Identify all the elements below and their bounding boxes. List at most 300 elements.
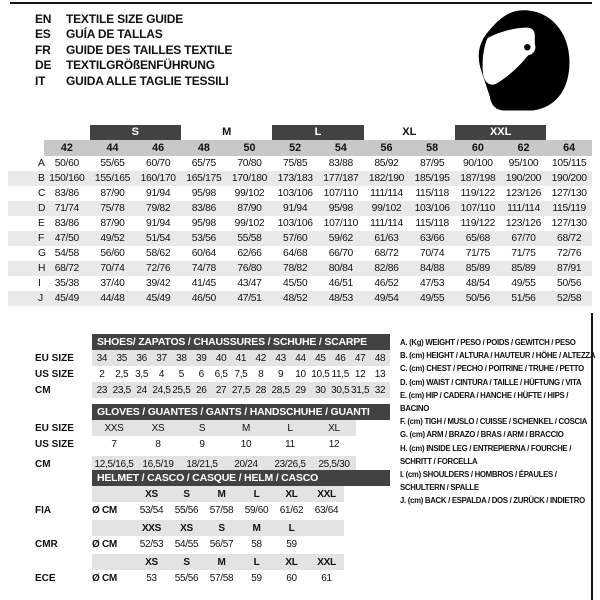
language-title: GUIDE DES TAILLES TEXTILE <box>66 42 233 57</box>
measurement-cell: 107/110 <box>323 218 358 229</box>
measurement-cell: 76/80 <box>237 263 262 274</box>
helmet-size-header: XXS <box>141 522 162 534</box>
measurement-cell: 55/58 <box>237 233 262 244</box>
table-row <box>8 350 390 366</box>
cell: 43 <box>275 352 286 364</box>
cell: 16,5/19 <box>142 458 174 470</box>
cell: 42 <box>255 352 267 364</box>
measurement-row-label: E <box>38 218 45 229</box>
cell: L <box>287 422 293 434</box>
measurement-cell: 46/50 <box>191 293 216 304</box>
cell: 26 <box>195 384 207 396</box>
measurement-cell: 72/76 <box>557 248 582 259</box>
cell: 35 <box>116 352 128 364</box>
measurement-cell: 115/118 <box>415 218 449 229</box>
measurement-cell: 90/100 <box>462 158 493 169</box>
measurement-cell: 91/94 <box>283 203 308 214</box>
measurement-cell: 74/78 <box>191 263 216 274</box>
helmet-sizes-row <box>8 554 390 570</box>
measurement-cell: 190/200 <box>505 173 542 184</box>
measurement-cell: 190/200 <box>551 173 587 184</box>
measurement-row <box>8 201 592 216</box>
language-row <box>35 11 232 27</box>
cell: 31,5 <box>350 384 370 396</box>
measurement-cell: 71/74 <box>54 203 79 214</box>
cell: XXS <box>104 422 124 434</box>
row-label: ECE <box>35 572 56 584</box>
helmet-size-header: S <box>183 556 190 568</box>
measurement-cell: 37/40 <box>100 278 125 289</box>
helmet-value-row <box>8 502 390 518</box>
measurement-cell: 68/72 <box>374 248 399 259</box>
measurement-cell: 57/60 <box>283 233 308 244</box>
row-cells <box>92 350 390 366</box>
helmet-size-header: M <box>252 522 261 534</box>
measurement-cell: 70/74 <box>100 263 125 274</box>
measurement-cell: 91/94 <box>146 218 171 229</box>
row-cells <box>92 520 344 536</box>
measurement-cell: 50/56 <box>465 293 490 304</box>
measurement-cell: 91/94 <box>146 188 171 199</box>
language-title: GUÍA DE TALLAS <box>66 27 163 42</box>
cell: S <box>198 422 206 434</box>
row-label: EU SIZE <box>35 352 74 364</box>
measurement-cell: 160/170 <box>140 173 176 184</box>
cell: 6,5 <box>214 368 228 380</box>
row-label: CM <box>35 384 51 396</box>
legend-item: H. (cm) INSIDE LEG / ENTREPIERNA / FOURCHE / SCHRITT / FORCELLA <box>400 443 572 466</box>
size-column-header: 50 <box>227 140 273 156</box>
row-label: US SIZE <box>35 438 74 450</box>
measurement-cell: 103/106 <box>277 188 313 199</box>
cell: 60 <box>286 572 297 584</box>
measurement-cell: 44/48 <box>100 293 125 304</box>
measurement-cell: 50/56 <box>557 278 582 289</box>
measurement-cell: 65/68 <box>465 233 490 244</box>
cell: 52/53 <box>139 538 164 550</box>
measurement-cell: 95/98 <box>191 218 216 229</box>
cell: M <box>241 422 251 434</box>
measurement-cell: 83/86 <box>191 203 216 214</box>
measurement-cell: 115/119 <box>552 203 586 214</box>
measurement-cell: 62/66 <box>237 248 262 259</box>
cell: 3,5 <box>135 368 149 380</box>
measurement-cell: 48/54 <box>465 278 490 289</box>
measurement-row-label: H <box>38 263 46 274</box>
cell: 40 <box>215 352 227 364</box>
measurement-cell: 58/62 <box>146 248 171 259</box>
measurement-row <box>8 246 592 261</box>
cell: 37 <box>156 352 167 364</box>
cell: 32 <box>374 384 386 396</box>
measurement-cell: 52/58 <box>557 293 582 304</box>
cell: 12 <box>328 438 340 450</box>
measurement-cell: 115/118 <box>415 188 449 199</box>
measurement-cell: 55/65 <box>100 158 125 169</box>
cell: 7,5 <box>234 368 248 380</box>
size-column-header: 46 <box>135 140 181 156</box>
cell: 6 <box>198 368 204 380</box>
cell: 54/55 <box>174 538 199 550</box>
measurement-cell: 155/165 <box>94 173 131 184</box>
measurement-cell: 170/180 <box>231 173 268 184</box>
cell: 61 <box>321 572 332 584</box>
size-band-s: S <box>90 125 181 140</box>
language-code: ES <box>35 27 51 42</box>
size-band-m: M <box>222 126 232 138</box>
measurement-row-label: D <box>38 203 46 214</box>
cell: 5 <box>178 368 184 380</box>
cell: 47 <box>354 352 366 364</box>
measurement-cell: 70/74 <box>420 248 445 259</box>
cell: 24 <box>136 384 147 396</box>
measurement-cell: 53/56 <box>191 233 216 244</box>
measurement-cell: 45/49 <box>146 293 171 304</box>
measurement-cell: 80/84 <box>328 263 353 274</box>
measurement-cell: 119/122 <box>460 218 495 229</box>
measurement-legend <box>400 336 596 508</box>
helmet-size-table <box>8 470 390 586</box>
measurement-cell: 182/190 <box>368 173 405 184</box>
size-band-row <box>8 124 592 140</box>
measurement-cell: 49/55 <box>420 293 445 304</box>
measurement-cell: 87/90 <box>237 203 262 214</box>
cell: 7 <box>111 438 117 450</box>
measurement-cell: 50/60 <box>54 158 79 169</box>
cell: 25,5 <box>172 384 191 396</box>
table-row <box>8 366 390 382</box>
helmet-sizes-row <box>8 520 390 536</box>
size-number-header-row <box>8 140 592 156</box>
measurement-row <box>8 186 592 201</box>
row-cells <box>92 366 390 382</box>
cell: 12 <box>354 368 366 380</box>
helmet-value-row <box>8 536 390 552</box>
measurement-cell: 49/52 <box>100 233 125 244</box>
cell: 23 <box>96 384 108 396</box>
helmet-size-header: XXL <box>317 488 336 500</box>
row-cells <box>92 420 356 436</box>
language-row <box>35 58 232 74</box>
measurement-cell: 99/102 <box>371 203 402 214</box>
measurement-cell: 87/95 <box>420 158 445 169</box>
measurement-cell: 63/66 <box>420 233 445 244</box>
cell: 30 <box>315 384 326 396</box>
row-label: CM <box>35 458 51 470</box>
cell: 28,5 <box>271 384 290 396</box>
measurement-cell: 54/58 <box>54 248 79 259</box>
measurement-cell: 67/70 <box>511 233 536 244</box>
cell: 12,5/16,5 <box>94 458 134 470</box>
cell: 57/58 <box>209 572 234 584</box>
cell: 27 <box>215 384 227 396</box>
measurement-row <box>8 156 592 171</box>
row-cells <box>92 554 344 570</box>
size-band-xxl: XXL <box>455 125 546 140</box>
measurement-cell: 47/51 <box>237 293 262 304</box>
cell: 10 <box>295 368 306 380</box>
measurement-row-label: G <box>38 248 47 259</box>
size-column-header: 60 <box>455 140 501 156</box>
measurement-cell: 68/72 <box>557 233 582 244</box>
measurement-cell: 47/53 <box>420 278 445 289</box>
measurement-cell: 165/175 <box>186 173 222 184</box>
measurement-cell: 99/102 <box>234 188 265 199</box>
size-column-header: 58 <box>409 140 455 156</box>
cell: 23,5 <box>112 384 131 396</box>
row-label: EU SIZE <box>35 422 74 434</box>
cell: 57/58 <box>209 504 234 516</box>
cell: 11 <box>285 438 295 450</box>
measurement-cell: 95/98 <box>191 188 216 199</box>
measurement-cell: 87/91 <box>557 263 582 274</box>
size-column-header: 42 <box>44 140 90 156</box>
size-band-spacer <box>8 125 90 140</box>
table-row <box>8 436 390 452</box>
cell: 63/64 <box>314 504 339 516</box>
measurement-cell: 48/53 <box>328 293 353 304</box>
measurement-cell: 83/86 <box>54 218 79 229</box>
measurement-cell: 66/70 <box>328 248 353 259</box>
helmet-size-header: XL <box>285 488 298 500</box>
measurement-row-label: A <box>38 158 45 169</box>
measurement-cell: 56/60 <box>100 248 125 259</box>
measurement-cell: 71/75 <box>465 248 490 259</box>
size-band-l: L <box>272 125 363 140</box>
cell: XS <box>151 422 165 434</box>
measurement-cell: 64/68 <box>283 248 308 259</box>
table-title: GLOVES / GUANTES / GANTS / HANDSCHUHE / GUANTI <box>92 404 390 420</box>
legend-item: J. (cm) BACK / ESPALDA / DOS / ZURÜCK / INDIETRO <box>400 496 585 506</box>
cell: 27,5 <box>231 384 251 396</box>
row-cells <box>92 486 344 502</box>
cell: 9 <box>278 368 284 380</box>
row-cells <box>92 570 344 586</box>
row-label: CMR <box>35 538 58 550</box>
measurement-cell: 60/70 <box>146 158 171 169</box>
diameter-unit-cell: Ø CM <box>92 538 117 550</box>
cell: 9 <box>199 438 205 450</box>
language-code: EN <box>35 11 52 26</box>
row-label: US SIZE <box>35 368 74 380</box>
size-column-header: 44 <box>90 140 136 156</box>
row-cells <box>92 382 390 398</box>
measurement-cell: 46/52 <box>374 278 399 289</box>
language-title: TEXTILGRÖßENFÜHRUNG <box>66 58 215 73</box>
size-column-header: 54 <box>318 140 364 156</box>
measurement-row-label: J <box>38 293 44 304</box>
measurement-cell: 87/90 <box>100 188 125 199</box>
cell: XL <box>328 422 340 434</box>
measurement-cell: 51/54 <box>146 233 171 244</box>
measurement-cell: 70/80 <box>237 158 262 169</box>
cell: 2,5 <box>115 368 129 380</box>
measurement-cell: 51/56 <box>511 293 536 304</box>
measurement-row-label: C <box>38 188 46 199</box>
legend-item: B. (cm) HEIGHT / ALTURA / HAUTEUR / HÖHE / ALTEZZA <box>400 351 596 361</box>
cell: 53/54 <box>139 504 164 516</box>
cell: 4 <box>158 368 165 380</box>
helmet-size-header: L <box>253 556 260 568</box>
measurement-cell: 173/183 <box>277 173 313 184</box>
cell: 24,5 <box>152 384 171 396</box>
helmet-sizes-row <box>8 486 390 502</box>
language-title: GUIDA ALLE TAGLIE TESSILI <box>66 73 229 88</box>
measurement-cell: 107/110 <box>323 188 358 199</box>
language-title: TEXTILE SIZE GUIDE <box>66 11 184 26</box>
cell: 29 <box>295 384 306 396</box>
measurement-cell: 123/126 <box>505 188 542 199</box>
cell: 46 <box>334 352 346 364</box>
helmet-size-header: S <box>218 522 225 534</box>
cell: 18/21,5 <box>186 458 218 470</box>
measurement-cell: 95/98 <box>328 203 353 214</box>
measurement-cell: 82/86 <box>374 263 399 274</box>
measurement-row-label: I <box>38 278 41 289</box>
shoes-size-table <box>8 334 390 398</box>
helmet-size-header: M <box>217 556 226 568</box>
row-cells <box>92 536 344 552</box>
language-row <box>35 73 232 89</box>
cell: 8 <box>258 368 264 380</box>
size-band-spacer <box>546 125 592 140</box>
cell: 38 <box>176 352 187 364</box>
size-column-header: 56 <box>364 140 410 156</box>
size-column-header: 52 <box>272 140 318 156</box>
cell: 13 <box>374 368 386 380</box>
racing-helmet-icon <box>462 8 580 114</box>
language-title-list <box>35 11 232 89</box>
measurement-cell: 87/90 <box>100 218 125 229</box>
measurement-cell: 75/78 <box>100 203 125 214</box>
measurement-cell: 75/85 <box>283 158 308 169</box>
measurement-cell: 45/49 <box>54 293 79 304</box>
measurement-cell: 105/115 <box>551 158 587 169</box>
cell: 48 <box>374 352 386 364</box>
measurement-cell: 85/92 <box>374 158 399 169</box>
measurement-cell: 78/82 <box>283 263 308 274</box>
cell: 11,5 <box>331 368 349 380</box>
diameter-unit-cell: Ø CM <box>92 504 117 516</box>
measurement-cell: 107/110 <box>460 203 495 214</box>
language-row <box>35 42 232 58</box>
measurement-row-label: F <box>38 233 45 244</box>
top-border-line <box>10 2 592 4</box>
helmet-size-header: L <box>288 522 295 534</box>
measurement-cell: 41/45 <box>191 278 216 289</box>
measurement-cell: 84/88 <box>420 263 445 274</box>
cell: 59 <box>286 538 297 550</box>
legend-item: D. (cm) WAIST / CINTURA / TAILLE / HÜFTUNG / VITA <box>400 377 582 387</box>
legend-item: A. (Kg) WEIGHT / PESO / POIDS / GEWITCH / PESO <box>400 338 576 347</box>
measurement-cell: 59/62 <box>328 233 353 244</box>
measurement-cell: 123/126 <box>505 218 542 229</box>
cell: 58 <box>251 538 262 550</box>
legend-item: I. (cm) SHOULDERS / HOMBROS / ÉPAULES / SCHULTERN / SPALLE <box>400 470 557 493</box>
measurement-cell: 99/102 <box>234 218 265 229</box>
cell: 25,5/30 <box>318 458 350 470</box>
cell: 28 <box>255 384 267 396</box>
cell: 2 <box>99 368 105 380</box>
measurement-cell: 47/50 <box>54 233 79 244</box>
row-label: FIA <box>35 504 52 516</box>
legend-item: E. (cm) HIP / CADERA / HANCHE / HÜFTE / HIPS / BACINO <box>400 390 569 414</box>
helmet-size-header: S <box>183 488 190 500</box>
helmet-value-row <box>8 570 390 586</box>
measurement-row-label: B <box>38 173 45 184</box>
measurement-cell: 127/130 <box>551 218 587 229</box>
language-code: FR <box>35 42 51 57</box>
cell: 10 <box>240 438 252 450</box>
measurement-cell: 72/76 <box>146 263 171 274</box>
legend-item: C. (cm) CHEST / PECHO / POITRINE / TRUHE / PETTO <box>400 364 584 374</box>
size-column-header: 64 <box>546 140 592 156</box>
measurement-cell: 39/42 <box>146 278 171 289</box>
cell: 10,5 <box>311 368 330 380</box>
measurement-cell: 111/114 <box>370 218 403 229</box>
measurement-row <box>8 216 592 231</box>
table-row <box>8 420 390 436</box>
cell: 30,5 <box>331 384 350 396</box>
cell: 55/56 <box>174 572 199 584</box>
measurement-cell: 185/195 <box>414 173 450 184</box>
measurement-cell: 68/72 <box>54 263 79 274</box>
textile-size-table <box>8 124 592 306</box>
measurement-cell: 61/63 <box>374 233 399 244</box>
cell: 59 <box>251 572 262 584</box>
measurement-row <box>8 276 592 291</box>
cell: 41 <box>235 352 247 364</box>
helmet-size-header: L <box>253 488 260 500</box>
measurement-cell: 79/82 <box>146 203 171 214</box>
helmet-size-header: XS <box>145 556 158 568</box>
helmet-size-header: XL <box>285 556 298 568</box>
measurement-row <box>8 261 592 276</box>
table-title: HELMET / CASCO / CASQUE / HELM / CASCO <box>92 470 390 486</box>
cell: 39 <box>195 352 207 364</box>
measurement-cell: 103/106 <box>414 203 450 214</box>
measurement-cell: 45/50 <box>283 278 308 289</box>
size-column-header: 48 <box>181 140 227 156</box>
legend-item: G. (cm) ARM / BRAZO / BRAS / ARM / BRACCIO <box>400 430 564 440</box>
cell: 8 <box>155 438 161 450</box>
cell: 44 <box>295 352 306 364</box>
measurement-cell: 60/64 <box>191 248 216 259</box>
language-code: IT <box>35 73 46 88</box>
cell: 53 <box>146 572 157 584</box>
legend-item: F. (cm) TIGH / MUSLO / CUISSE / SCHENKEL / COSCIA <box>400 417 588 427</box>
row-cells <box>92 436 356 452</box>
measurement-cell: 187/198 <box>460 173 496 184</box>
measurement-cell: 177/187 <box>323 173 359 184</box>
measurement-cell: 49/55 <box>511 278 536 289</box>
cell: 23/26,5 <box>274 458 306 470</box>
table-title: SHOES/ ZAPATOS / CHAUSSURES / SCHUHE / SCARPE <box>92 334 390 350</box>
gloves-size-table <box>8 404 390 472</box>
cell: 56/57 <box>209 538 234 550</box>
measurement-cell: 150/160 <box>49 173 85 184</box>
cell: 34 <box>96 352 108 364</box>
measurement-cell: 85/89 <box>465 263 490 274</box>
language-code: DE <box>35 58 52 73</box>
measurement-cell: 111/114 <box>370 188 403 199</box>
measurement-cell: 65/75 <box>191 158 216 169</box>
cell: 36 <box>136 352 147 364</box>
language-row <box>35 27 232 43</box>
measurement-cell: 71/75 <box>511 248 536 259</box>
table-row <box>8 382 390 398</box>
measurement-cell: 43/47 <box>237 278 262 289</box>
